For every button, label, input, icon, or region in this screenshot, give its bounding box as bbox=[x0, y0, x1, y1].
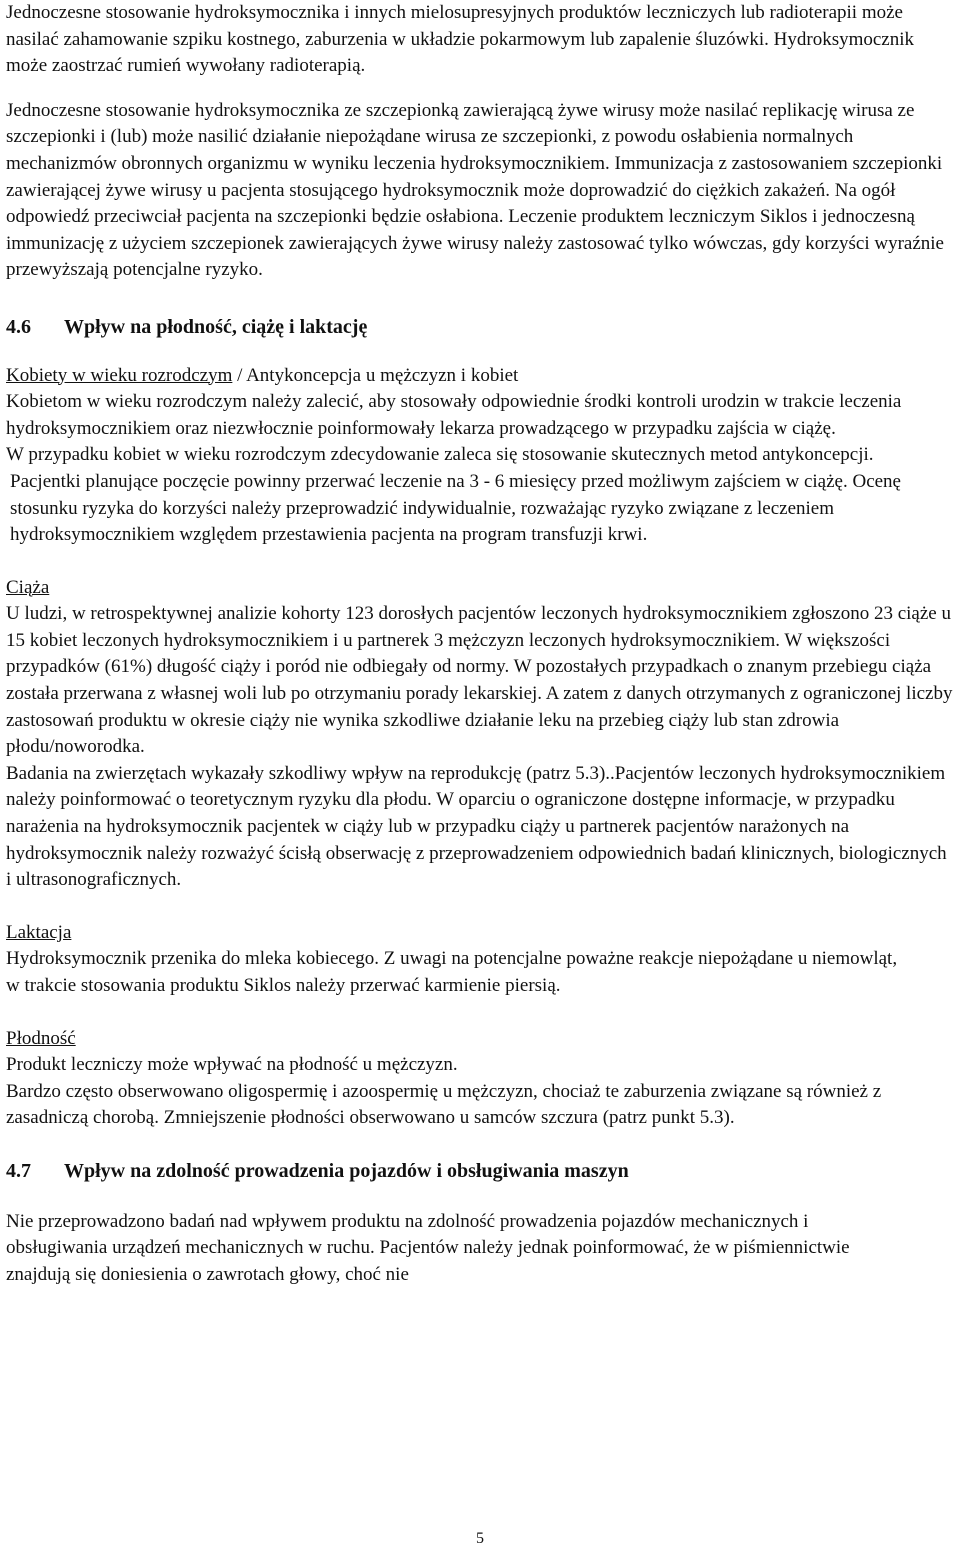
section-4-6-title: Wpływ na płodność, ciążę i laktację bbox=[64, 315, 368, 338]
pregnancy-heading: Ciąża bbox=[6, 576, 50, 598]
section-4-6-number: 4.6 bbox=[6, 315, 31, 338]
contraception-subheading bbox=[6, 363, 956, 390]
interaction-paragraph-2: Jednoczesne stosowanie hydroksymocznika ze szczepionką zawierającą żywe wirusy może nasilać replikację wirusa ze szczepionki i (lub) może nasilić działanie niepożądane wirusa ze szczepionki, z powodu osłabienia normalnych mechanizmów obronnych organizmu w wyniku leczenia hydroksymocznikiem. Immunizacja z zastosowaniem szczepionki zawierającej żywe wirusy u pacjenta stosującego hydroksymocznik może doprowadzić do ciężkich zakażeń. Na ogół odpowiedź przeciwciał pacjenta na szczepionki będzie osłabiona. Leczenie produktem leczniczym Siklos i jednoczesną immunizację z użyciem szczepionek zawierających żywe wirusy należy zastosować tylko wówczas, gdy korzyści wyraźnie przewyższają potencjalne ryzyko. bbox=[6, 99, 944, 281]
contraception-subheading-rest: / Antykoncepcja u mężczyzn i kobiet bbox=[232, 364, 519, 386]
fertility-paragraph-1: Produkt leczniczy może wpływać na płodność u mężczyzn. bbox=[6, 1054, 458, 1076]
women-childbearing-subheading: Kobiety w wieku rozrodczym bbox=[6, 364, 233, 386]
driving-paragraph: Nie przeprowadzono badań nad wpływem produktu na zdolność prowadzenia pojazdów mechanicznych i obsługiwania urządzeń mechanicznych w ruchu. Pacjentów należy jednak poinformować, że w piśmiennictwie znajdują się doniesienia o zawrotach głowy, choć nie bbox=[6, 1210, 850, 1285]
section-4-7-title: Wpływ na zdolność prowadzenia pojazdów i obsługiwania maszyn bbox=[64, 1159, 629, 1182]
lactation-paragraph: Hydroksymocznik przenika do mleka kobiecego. Z uwagi na potencjalne poważne reakcje niepożądane u niemowląt, w trakcie stosowania produktu Siklos należy przerwać karmienie piersią. bbox=[6, 948, 898, 996]
pregnancy-paragraph-1: U ludzi, w retrospektywnej analizie kohorty 123 dorosłych pacjentów leczonych hydroksymocznikiem zgłoszono 23 ciąże u 15 kobiet leczonych hydroksymocznikiem i u partnerek 3 mężczyzn leczonych hydroksymocznikiem. W większości przypadków (61%) długość ciąży i poród nie odbiegały od normy. W pozostałych przypadkach o znanym przebiegu ciąża została przerwana z własnej woli lub po otrzymaniu porady lekarskiej. A zatem z danych otrzymanych z ograniczonej liczby zastosowań produktu w okresie ciąży nie wynika szkodliwe działanie leku na przebieg ciąży lub stan zdrowia płodu/noworodka. bbox=[6, 603, 953, 758]
contraception-paragraph-3: Pacjentki planujące poczęcie powinny przerwać leczenie na 3 - 6 miesięcy przed możliwym zajściem w ciążę. Ocenę stosunku ryzyka do korzyści należy przeprowadzić indywidualnie, rozważając ryzyko związane z leczeniem hydroksymocznikiem względem przestawienia pacjenta na program transfuzji krwi. bbox=[10, 470, 901, 546]
section-4-7-heading bbox=[6, 1158, 956, 1185]
fertility-heading: Płodność bbox=[6, 1027, 76, 1049]
lactation-heading: Laktacja bbox=[6, 921, 72, 943]
contraception-paragraph-2: W przypadku kobiet w wieku rozrodczym zdecydowanie zaleca się stosowanie skutecznych metod antykoncepcji. bbox=[6, 444, 874, 466]
contraception-paragraph-1: Kobietom w wieku rozrodczym należy zalecić, aby stosowały odpowiednie środki kontroli urodzin w trakcie leczenia hydroksymocznikiem oraz niezwłocznie poinformowały lekarza prowadzącego w przypadku zajścia w ciążę. bbox=[6, 391, 902, 439]
interaction-paragraph-1: Jednoczesne stosowanie hydroksymocznika i innych mielosupresyjnych produktów leczniczych lub radioterapii może nasilać zahamowanie szpiku kostnego, zaburzenia w układzie pokarmowym lub zapalenie śluzówki. Hydroksymocznik może zaostrzać rumień wywołany radioterapią. bbox=[6, 2, 915, 77]
section-4-6-heading bbox=[6, 314, 956, 341]
fertility-paragraph-2: Bardzo często obserwowano oligospermię i azoospermię u mężczyzn, chociaż te zaburzenia związane są również z zasadniczą chorobą. Zmniejszenie płodności obserwowano u samców szczura (patrz punkt 5.3). bbox=[6, 1080, 882, 1129]
page-number: 5 bbox=[476, 1530, 484, 1547]
section-4-7-number: 4.7 bbox=[6, 1159, 31, 1182]
document-page bbox=[6, 0, 956, 1288]
pregnancy-paragraph-2: Badania na zwierzętach wykazały szkodliwy wpływ na reprodukcję (patrz 5.3)..Pacjentów leczonych hydroksymocznikiem należy poinformować o teoretycznym ryzyku dla płodu. W oparciu o ograniczone dostępne informacje, w przypadku narażenia na hydroksymocznik pacjentek w ciąży lub w przypadku ciąży u partnerek pacjentów narażonych na hydroksymocznik należy rozważyć ścisłą obserwację z przeprowadzeniem odpowiednich badań klinicznych, biologicznych i ultrasonograficznych. bbox=[6, 762, 947, 891]
